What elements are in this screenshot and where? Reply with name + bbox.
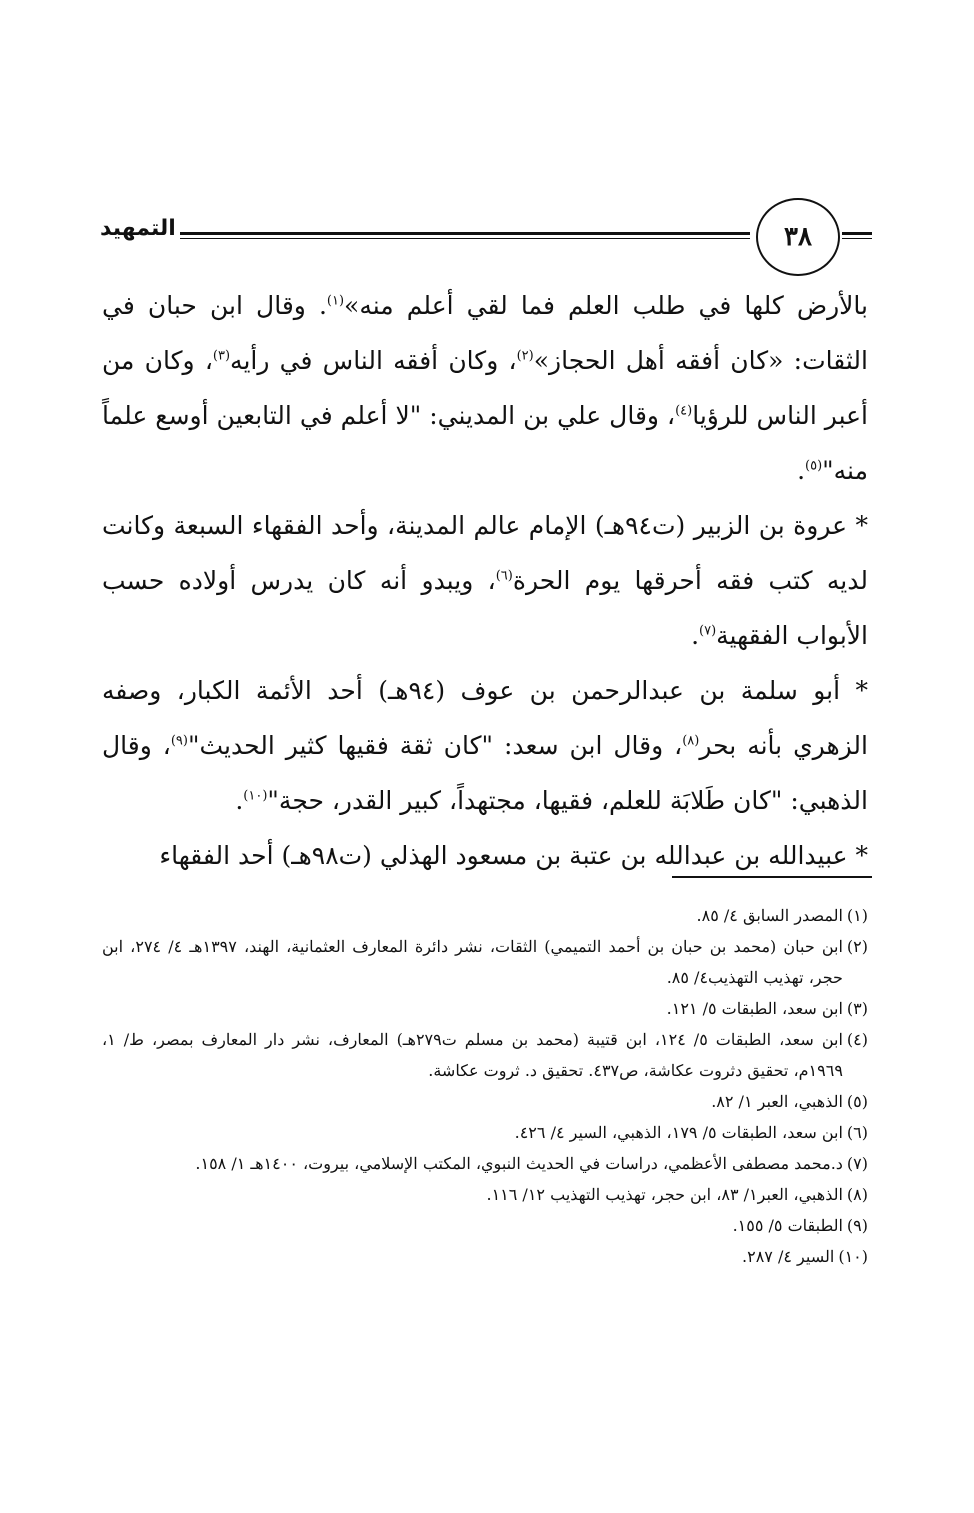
footnotes <box>102 900 868 1272</box>
footnote-number: (٨) <box>846 1185 868 1204</box>
footnote-ref: (٨) <box>682 733 700 749</box>
paragraph <box>102 498 868 663</box>
text-span: * أبو سلمة بن عبدالرحمن بن عوف (٩٤هـ) أحد الأئمة الكبار، وصفه الزهري بأنه بحر <box>102 676 868 760</box>
footnote <box>102 1117 868 1148</box>
footnote-text: ابن سعد، الطبقات ٥/ ١٢٤، ابن قتيبة (محمد بن مسلم ت٢٧٩هـ) المعارف، نشر دار المعارف بمصر، ط/ ١، ١٩٦٩م، تحقيق دثروت عكاشة، ص٤٣٧. تحقيق د. ثروت عكاشة. <box>102 1030 843 1080</box>
header-rule-end <box>842 232 872 239</box>
footnote-ref: (١) <box>326 293 345 309</box>
footnote-number: (٩) <box>846 1216 868 1235</box>
footnote <box>102 1148 868 1179</box>
page-header <box>100 210 872 270</box>
footnote <box>102 1179 868 1210</box>
footnote-ref: (٧) <box>699 623 717 639</box>
text-span: ، ويبدو أنه كان يدرس أولاده حسب الأبواب الفقهية <box>102 566 868 650</box>
footnote-number: (٥) <box>846 1092 868 1111</box>
footnote <box>102 1024 868 1086</box>
main-text <box>102 278 868 883</box>
footnote-text: ابن سعد، الطبقات ٥/ ١٢١. <box>666 999 843 1018</box>
footnote-text: السير ٤/ ٢٨٧. <box>742 1247 835 1266</box>
text-span: . وقال ابن حبان في الثقات: «كان أفقه أهل الحجاز» <box>102 291 868 375</box>
footnote <box>102 1210 868 1241</box>
footnote-number: (٤) <box>846 1030 868 1049</box>
footnote-ref: (٤) <box>675 403 693 419</box>
footnote-ref: (١٠) <box>243 788 268 804</box>
footnote-ref: (٥) <box>805 458 823 474</box>
footnote-number: (١) <box>846 906 868 925</box>
page-number: ٣٨ <box>756 198 840 276</box>
footnote-text: الذهبي، العبر ١/ ٨٢. <box>711 1092 843 1111</box>
text-span: بالأرض كلها في طلب العلم فما لقي أعلم منه» <box>344 291 868 320</box>
footnote-number: (١٠) <box>838 1247 868 1266</box>
footnote <box>102 900 868 931</box>
footnote-ref: (٣) <box>212 348 231 364</box>
paragraph: * عبيدالله بن عبدالله بن عتبة بن مسعود الهذلي (ت٩٨هـ) أحد الفقهاء <box>159 841 868 870</box>
text-span: ، وكان من أعبر الناس للرؤيا <box>102 346 868 430</box>
text-span: ، وقال الذهبي: "كان طَلابَة للعلم، فقيها، مجتهداً، كبير القدر، حجة" <box>102 731 868 815</box>
text-span: * عروة بن الزبير (ت٩٤هـ) الإمام عالم المدينة، وأحد الفقهاء السبعة وكانت لديه كتب فقه أحرقها يوم الحرة <box>102 511 868 595</box>
footnote-text: ابن سعد، الطبقات ٥/ ١٧٩، الذهبي، السير ٤/ ٤٢٦. <box>514 1123 843 1142</box>
footnote-ref: (٩) <box>170 733 188 749</box>
text-span: . <box>691 621 700 650</box>
header-rule <box>180 232 750 239</box>
footnote-text: الطبقات ٥/ ١٥٥. <box>732 1216 843 1235</box>
footnote <box>102 1086 868 1117</box>
footnote <box>102 1241 868 1272</box>
section-title: التمهيد <box>100 216 176 241</box>
text-span: ، وقال ابن سعد: "كان ثقة فقيها كثير الحديث" <box>187 731 683 760</box>
paragraph <box>102 278 868 498</box>
footnote-text: الذهبي، العبر١/ ٨٣، ابن حجر، تهذيب التهذيب ١٢/ ١١٦. <box>486 1185 843 1204</box>
footnote-text: ابن حبان (محمد بن حبان بن أحمد التميمي) الثقات، نشر دائرة المعارف العثمانية، الهند، ١٣٩٧هـ ٤/ ٢٧٤، ابن حجر، تهذيب التهذيب٤/ ٨٥. <box>102 937 843 987</box>
paragraph <box>102 663 868 828</box>
footnote-text: د.محمد مصطفى الأعظمي، دراسات في الحديث النبوي، المكتب الإسلامي، بيروت، ١٤٠٠هـ ١/ ١٥٨. <box>195 1154 843 1173</box>
footnote-text: المصدر السابق ٤/ ٨٥. <box>696 906 843 925</box>
footnote-number: (٢) <box>846 937 868 956</box>
text-span: ، وكان أفقه الناس في رأيه <box>230 346 517 375</box>
text-span: ، وقال علي بن المديني: "لا أعلم في التابعين أوسع علماً منه" <box>102 401 868 485</box>
footnote-separator <box>672 876 872 878</box>
footnote <box>102 993 868 1024</box>
footnote-ref: (٦) <box>495 568 513 584</box>
footnote-number: (٧) <box>846 1154 868 1173</box>
text-span: . <box>797 456 806 485</box>
text-span: . <box>235 786 244 815</box>
footnote <box>102 931 868 993</box>
footnote-ref: (٢) <box>516 348 534 364</box>
footnote-number: (٣) <box>846 999 868 1018</box>
footnote-number: (٦) <box>846 1123 868 1142</box>
